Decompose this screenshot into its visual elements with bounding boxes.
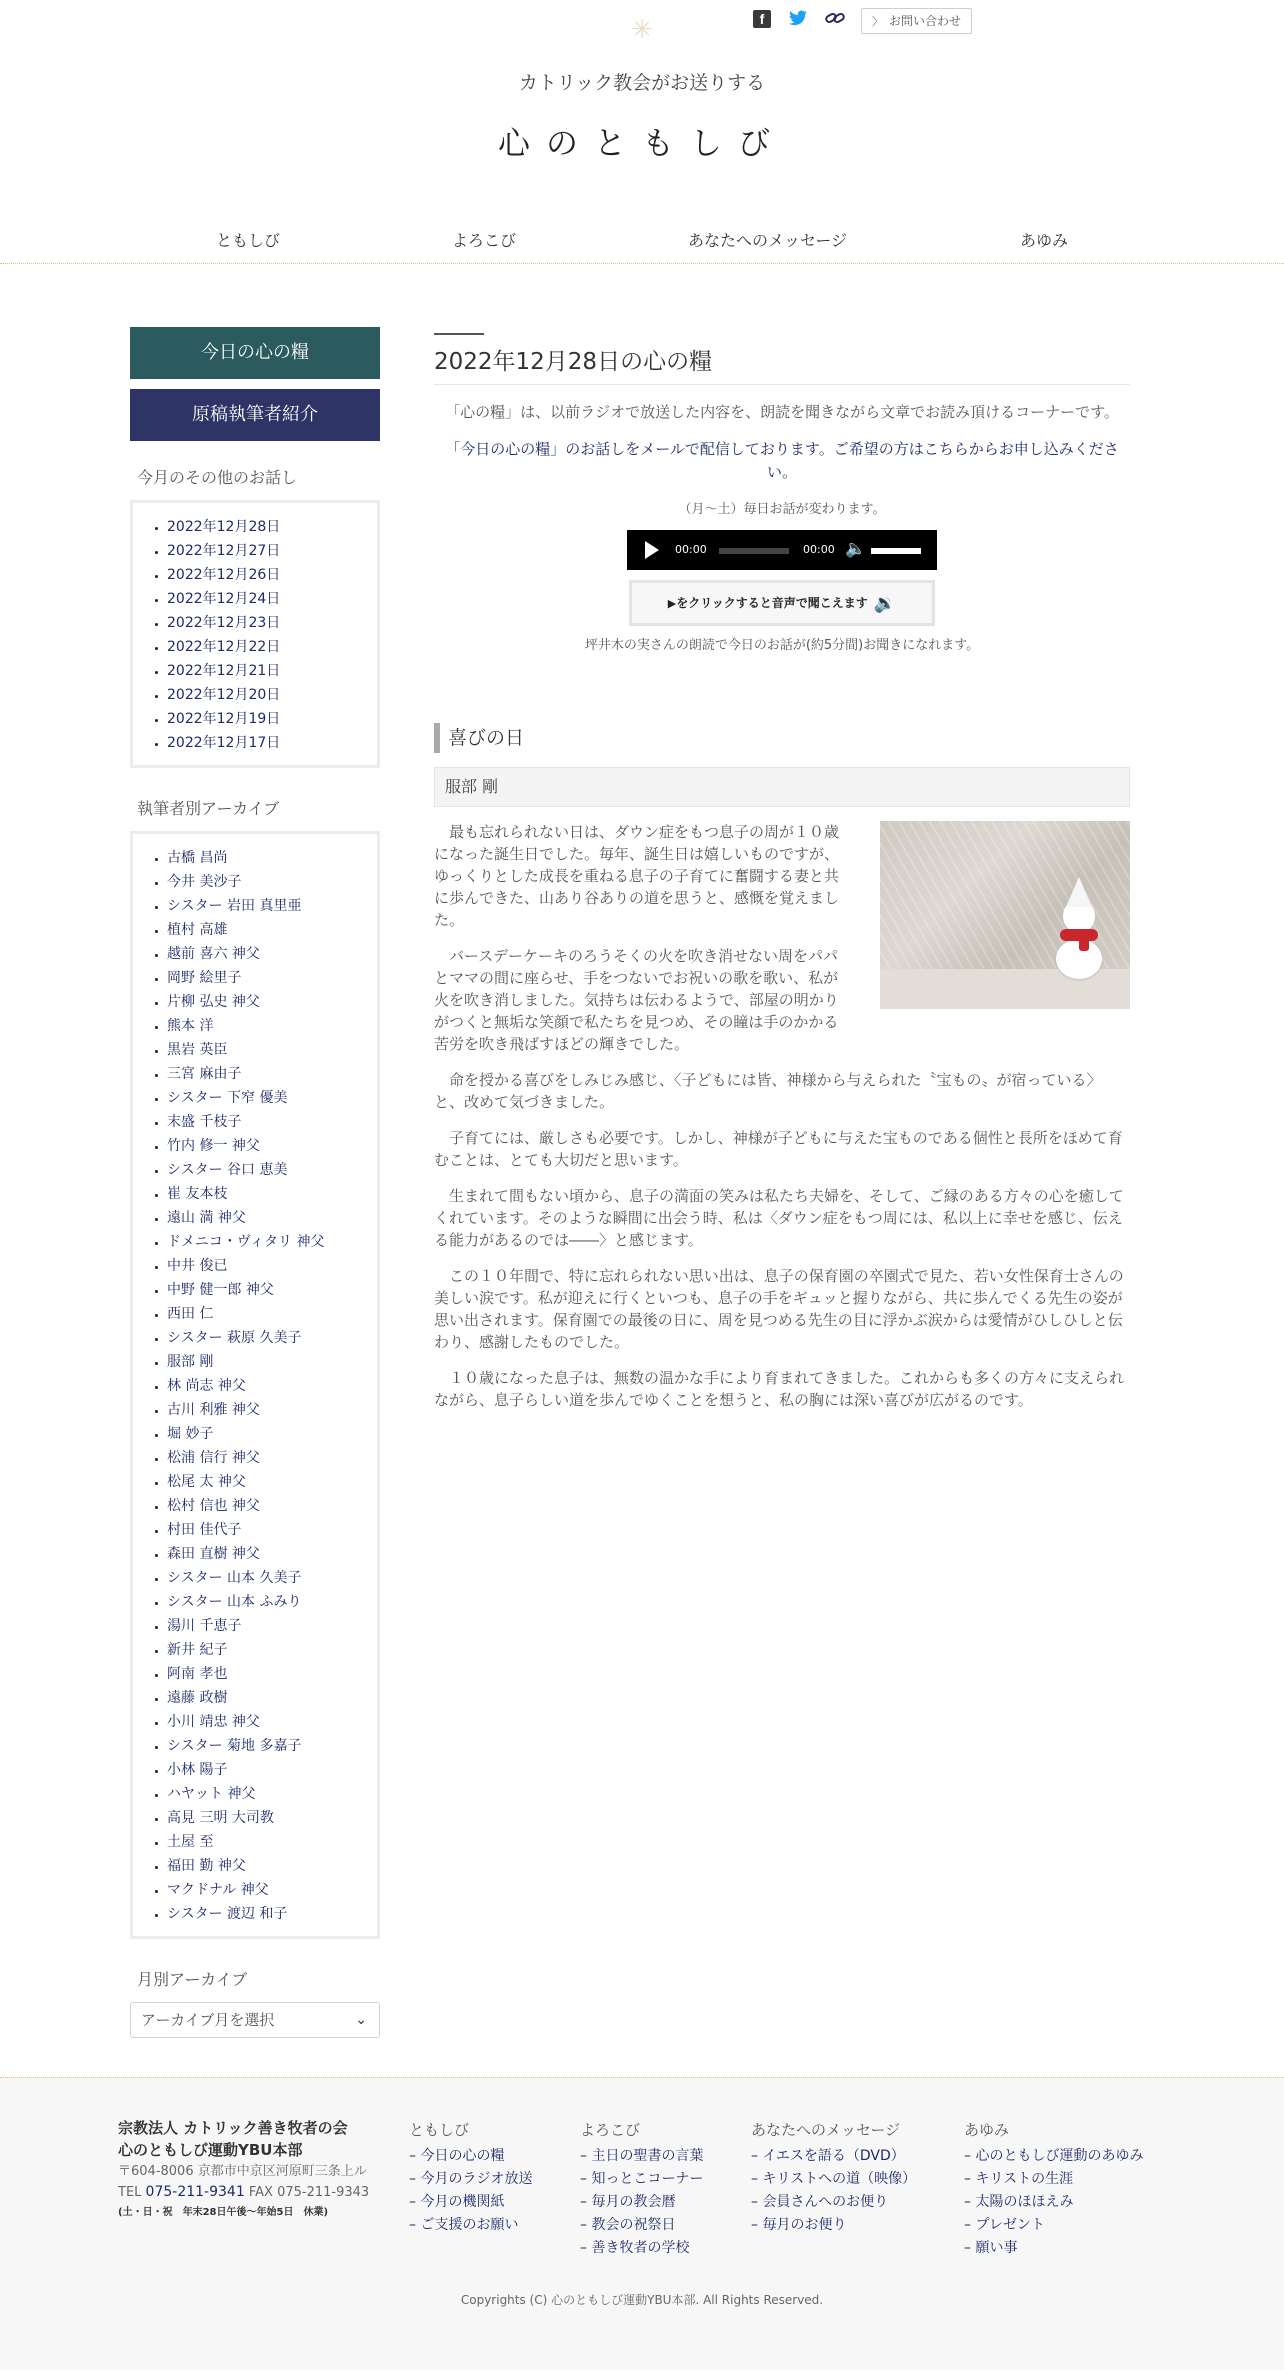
nav-item-tomoshibi[interactable]: ともしび bbox=[216, 231, 281, 250]
footer-link[interactable] bbox=[580, 2191, 703, 2214]
contact-label: お問い合わせ bbox=[889, 14, 962, 28]
author-archive-list bbox=[167, 846, 363, 1926]
main-content bbox=[434, 327, 1130, 1425]
story-paragraph: 子育てには、厳しさも必要です。しかし、神様が子どもに与えた宝ものである個性と長所をほめて育むことは、とても大切だと思います。 bbox=[434, 1129, 1123, 1169]
dash-bullet-icon: – bbox=[409, 2217, 421, 2233]
author-archive-link[interactable]: • シスター 山本 久美子 bbox=[167, 1566, 363, 1590]
nav-divider bbox=[0, 263, 1284, 264]
dash-bullet-icon: – bbox=[964, 2194, 976, 2210]
listen-audio-button[interactable] bbox=[629, 580, 935, 626]
footer-link[interactable] bbox=[751, 2168, 916, 2191]
story-paragraph: この１０年間で、特に忘れられない思い出は、息子の保育園の卒園式で見た、若い女性保育士さんの美しい涙です。私が迎えに行くといつも、息子の手をギュッと握りながら、共に歩んでくる先生の姿が思い出されます。保育園での最後の日に、周を見つめる先生の目に浮かぶ涙からは愛情がひしひしと伝わり、感謝したものでした。 bbox=[434, 1267, 1124, 1351]
story-paragraph: 命を授かる喜びをしみじみ感じ、〈子どもには皆、神様から与えられた〝宝もの〟が宿っている〉と、改めて気づきました。 bbox=[434, 1071, 1102, 1111]
org-address: 〒604-8006 京都市中京区河原町三条上ル bbox=[118, 2164, 367, 2179]
intro-text: 「心の糧」は、以前ラジオで放送した内容を、朗読を聞きながら文章でお読み頂けるコーナーです。 bbox=[445, 403, 1119, 421]
author-archive-link[interactable]: • シスター 山本 ふみり bbox=[167, 1590, 363, 1614]
monthly-stories-heading: 今月のその他のお話し bbox=[137, 468, 298, 487]
footer-link-label: 善き牧者の学校 bbox=[591, 2240, 690, 2256]
story-author: 服部 剛 bbox=[434, 767, 1130, 807]
footer-link[interactable] bbox=[964, 2168, 1143, 2191]
footer-link-label: 知っとこコーナー bbox=[591, 2171, 704, 2187]
author-archive-link[interactable]: • 西田 仁 bbox=[167, 1302, 363, 1326]
author-archive-link[interactable]: • マクドナル 神父 bbox=[167, 1878, 363, 1902]
footer-organization bbox=[118, 2117, 388, 2223]
audio-player bbox=[627, 530, 937, 570]
dash-bullet-icon: – bbox=[751, 2171, 763, 2187]
footer-link[interactable] bbox=[751, 2214, 916, 2237]
nav-item-ayumi[interactable]: あゆみ bbox=[1020, 231, 1069, 250]
authors-intro-button[interactable]: 原稿執筆者紹介 bbox=[130, 389, 380, 441]
twitter-icon[interactable] bbox=[789, 10, 807, 28]
seek-bar[interactable] bbox=[719, 548, 789, 554]
monthly-story-link[interactable]: • 2022年12月17日 bbox=[167, 731, 363, 755]
dash-bullet-icon: – bbox=[751, 2217, 763, 2233]
footer-col-heading[interactable]: よろこび bbox=[580, 2121, 641, 2139]
nav-item-yorokobi[interactable]: よろこび bbox=[452, 231, 517, 250]
author-archive-link[interactable]: • 古橋 昌尚 bbox=[167, 846, 363, 870]
monthly-story-link[interactable]: • 2022年12月19日 bbox=[167, 707, 363, 731]
reader-note: 坪井木の実さんの朗読で今日のお話が(約5分間)お聞きになれます。 bbox=[584, 638, 980, 653]
duration: 00:00 bbox=[803, 543, 835, 556]
footer-link-label: キリストへの道（映像） bbox=[762, 2171, 917, 2187]
footer-link[interactable] bbox=[580, 2214, 703, 2237]
author-archive-link[interactable]: • 黒岩 英臣 bbox=[167, 1038, 363, 1062]
social-links bbox=[753, 10, 843, 28]
monthly-story-link[interactable]: • 2022年12月20日 bbox=[167, 683, 363, 707]
story-paragraph: 最も忘れられない日は、ダウン症をもつ息子の周が１０歳になった誕生日でした。毎年、誕生日は嬉しいものですが、ゆっくりとした成長を重ねる息子の子育てに奮闘する妻と共に歩んできた、山あり谷ありの道を思うと、感慨を覚えました。 bbox=[434, 823, 840, 929]
nav-item-message[interactable]: あなたへのメッセージ bbox=[688, 231, 848, 250]
site-footer bbox=[0, 2077, 1284, 2370]
dash-bullet-icon: – bbox=[580, 2240, 592, 2256]
title-accent-line bbox=[434, 333, 484, 335]
footer-link-label: イエスを語る（DVD） bbox=[762, 2148, 905, 2164]
footer-col-heading[interactable]: あなたへのメッセージ bbox=[751, 2121, 901, 2139]
copyright: Copyrights (C) 心のともしび運動YBU本部. All Rights Reserved. bbox=[460, 2293, 824, 2307]
footer-link-label: 今月の機関紙 bbox=[420, 2194, 505, 2210]
footer-link[interactable] bbox=[964, 2145, 1143, 2168]
author-archive-link[interactable]: • 村田 佳代子 bbox=[167, 1518, 363, 1542]
story-paragraph: 生まれて間もない頃から、息子の満面の笑みは私たち夫婦を、そして、ご縁のある方々の心を癒してくれています。そのような瞬間に出会う時、私は〈ダウン症をもつ周には、私以上に幸せを感じ、伝える能力があるのでは――〉と感じます。 bbox=[434, 1187, 1124, 1249]
footer-link-label: 会員さんへのお便り bbox=[762, 2194, 889, 2210]
dash-bullet-icon: – bbox=[409, 2148, 421, 2164]
dash-bullet-icon: – bbox=[964, 2171, 976, 2187]
dash-bullet-icon: – bbox=[964, 2217, 976, 2233]
footer-link-label: 主日の聖書の言葉 bbox=[591, 2148, 704, 2164]
footer-link[interactable] bbox=[409, 2145, 532, 2168]
snowman-photo bbox=[880, 821, 1130, 1009]
site-subtitle: カトリック教会がお送りする bbox=[518, 72, 766, 94]
author-archive-link[interactable]: • 松浦 信行 神父 bbox=[167, 1446, 363, 1470]
monthly-stories-list bbox=[167, 515, 363, 755]
author-archive-link[interactable]: • 福田 勤 神父 bbox=[167, 1854, 363, 1878]
page-title: 2022年12月28日の心の糧 bbox=[434, 343, 1130, 385]
footer-link-label: プレゼント bbox=[975, 2217, 1045, 2233]
monthly-story-link[interactable]: • 2022年12月23日 bbox=[167, 611, 363, 635]
author-archive-link[interactable]: • 今井 美沙子 bbox=[167, 870, 363, 894]
dash-bullet-icon: – bbox=[751, 2194, 763, 2210]
author-archive-link[interactable]: • 林 尚志 神父 bbox=[167, 1374, 363, 1398]
mail-subscribe-link[interactable]: 「今日の心の糧」のお話しをメールで配信しております。ご希望の方はこちらからお申し込みください。 bbox=[445, 440, 1119, 481]
dash-bullet-icon: – bbox=[580, 2148, 592, 2164]
footer-col-ayumi bbox=[964, 2119, 1143, 2260]
author-archive-link[interactable]: • 小林 陽子 bbox=[167, 1758, 363, 1782]
tel-label: TEL bbox=[118, 2185, 142, 2200]
chevron-down-icon: ⌄ bbox=[355, 2012, 367, 2028]
author-archive-link[interactable]: • 岡野 絵里子 bbox=[167, 966, 363, 990]
author-archive-link[interactable]: • 阿南 孝也 bbox=[167, 1662, 363, 1686]
story-article bbox=[434, 821, 1130, 1411]
story-title: 喜びの日 bbox=[434, 723, 1130, 753]
dash-bullet-icon: – bbox=[964, 2148, 976, 2164]
monthly-story-link[interactable]: • 2022年12月26日 bbox=[167, 563, 363, 587]
author-archive-link[interactable]: • 中野 健一郎 神父 bbox=[167, 1278, 363, 1302]
footer-col-heading[interactable]: あゆみ bbox=[964, 2121, 1010, 2139]
footer-link[interactable] bbox=[751, 2145, 916, 2168]
play-triangle-icon: ▶ bbox=[667, 597, 677, 610]
author-archive-link[interactable]: • 片柳 弘史 神父 bbox=[167, 990, 363, 1014]
author-archive-link[interactable]: • 堀 妙子 bbox=[167, 1422, 363, 1446]
org-subname: 心のともしび運動YBU本部 bbox=[118, 2141, 303, 2159]
author-archive-link[interactable]: • シスター 萩原 久美子 bbox=[167, 1326, 363, 1350]
author-archive-box bbox=[130, 831, 380, 1939]
story-paragraph: バースデーケーキのろうそくの火を吹き消せない周をパパとママの間に座らせ、手をつないでお祝いの歌を歌い、私が火を吹き消しました。気持ちは伝わるようで、部屋の明かりがつくと無垢な笑顔で私たちを見つめ、その瞳は手のかかる苦労を吹き飛ばすほどの輝きでした。 bbox=[434, 947, 839, 1053]
story-paragraph: １０歳になった息子は、無数の温かな手により育まれてきました。これからも多くの方々に支えられながら、息子らしい道を歩んでゆくことを想うと、私の胸には深い喜びが広がるのです。 bbox=[434, 1369, 1125, 1409]
footer-link-label: 今日の心の糧 bbox=[420, 2148, 505, 2164]
tel-number[interactable]: 075-211-9341 bbox=[145, 2184, 245, 2200]
author-archive-link[interactable]: • シスター 谷口 恵美 bbox=[167, 1158, 363, 1182]
author-archive-link[interactable]: • 遠藤 政樹 bbox=[167, 1686, 363, 1710]
footer-link[interactable] bbox=[409, 2191, 532, 2214]
star-ornament-icon: ✳ bbox=[631, 15, 653, 45]
today-kokoro-button[interactable]: 今日の心の糧 bbox=[130, 327, 380, 379]
footer-col-tomoshibi bbox=[409, 2119, 532, 2237]
footer-col-heading[interactable]: ともしび bbox=[409, 2121, 470, 2139]
contact-button[interactable] bbox=[861, 8, 972, 34]
footer-link-label: 毎月の教会暦 bbox=[591, 2194, 676, 2210]
footer-link[interactable] bbox=[964, 2214, 1143, 2237]
business-hours: (土・日・祝 年末28日午後〜年始5日 休業) bbox=[118, 2207, 329, 2218]
footer-link[interactable] bbox=[964, 2191, 1143, 2214]
dash-bullet-icon: – bbox=[580, 2171, 592, 2187]
footer-link[interactable] bbox=[580, 2145, 703, 2168]
play-icon[interactable] bbox=[645, 541, 659, 559]
sidebar bbox=[130, 327, 380, 2038]
author-archive-link[interactable]: • 森田 直樹 神父 bbox=[167, 1542, 363, 1566]
author-archive-link[interactable]: • シスター 渡辺 和子 bbox=[167, 1902, 363, 1926]
footer-link[interactable] bbox=[964, 2237, 1143, 2260]
author-archive-link[interactable]: • 末盛 千枝子 bbox=[167, 1110, 363, 1134]
monthly-stories-box bbox=[130, 500, 380, 768]
footer-link[interactable] bbox=[409, 2214, 532, 2237]
footer-link[interactable] bbox=[580, 2168, 703, 2191]
footer-link-label: 願い事 bbox=[975, 2240, 1018, 2256]
author-archive-link[interactable]: • 高見 三明 大司教 bbox=[167, 1806, 363, 1830]
dash-bullet-icon: – bbox=[964, 2240, 976, 2256]
author-archive-link[interactable]: • シスター 岩田 真里亜 bbox=[167, 894, 363, 918]
dash-bullet-icon: – bbox=[409, 2194, 421, 2210]
footer-link-label: 今月のラジオ放送 bbox=[420, 2171, 533, 2187]
current-time: 00:00 bbox=[675, 543, 707, 556]
monthly-story-link[interactable]: • 2022年12月22日 bbox=[167, 635, 363, 659]
author-archive-link[interactable]: • 服部 剛 bbox=[167, 1350, 363, 1374]
month-archive-heading: 月別アーカイブ bbox=[137, 1970, 248, 1989]
facebook-icon[interactable]: f bbox=[753, 10, 771, 28]
chevron-right-icon: 〉 bbox=[872, 15, 883, 28]
monthly-story-link[interactable]: • 2022年12月27日 bbox=[167, 539, 363, 563]
author-archive-link[interactable]: • 遠山 満 神父 bbox=[167, 1206, 363, 1230]
author-archive-link[interactable]: • 小川 靖忠 神父 bbox=[167, 1710, 363, 1734]
footer-link[interactable] bbox=[580, 2237, 703, 2260]
volume-icon[interactable]: 🔈 bbox=[845, 539, 867, 559]
author-archive-link[interactable]: • 越前 喜六 神父 bbox=[167, 942, 363, 966]
monthly-story-link[interactable]: • 2022年12月24日 bbox=[167, 587, 363, 611]
month-archive-select[interactable] bbox=[130, 2002, 380, 2038]
author-archive-link[interactable]: • 土屋 至 bbox=[167, 1830, 363, 1854]
author-archive-link[interactable]: • 湯川 千恵子 bbox=[167, 1614, 363, 1638]
author-archive-link[interactable]: • 松尾 太 神父 bbox=[167, 1470, 363, 1494]
footer-col-message bbox=[751, 2119, 916, 2237]
author-archive-link[interactable]: • ドメニコ・ヴィタリ 神父 bbox=[167, 1230, 363, 1254]
author-archive-link[interactable]: • 植村 高雄 bbox=[167, 918, 363, 942]
footer-link-label: 毎月のお便り bbox=[762, 2217, 847, 2233]
author-archive-heading: 執筆者別アーカイブ bbox=[137, 799, 280, 818]
volume-slider[interactable] bbox=[871, 548, 921, 554]
author-archive-link[interactable]: • 松村 信也 神父 bbox=[167, 1494, 363, 1518]
author-archive-link[interactable]: • 熊本 洋 bbox=[167, 1014, 363, 1038]
footer-col-yorokobi bbox=[580, 2119, 703, 2260]
author-archive-link[interactable]: • 新井 紀子 bbox=[167, 1638, 363, 1662]
footer-link-label: 教会の祝祭日 bbox=[591, 2217, 676, 2233]
dash-bullet-icon: – bbox=[580, 2217, 592, 2233]
dash-bullet-icon: – bbox=[409, 2171, 421, 2187]
footer-link-label: 太陽のほほえみ bbox=[975, 2194, 1074, 2210]
author-archive-link[interactable]: • ハヤット 神父 bbox=[167, 1782, 363, 1806]
footer-link[interactable] bbox=[409, 2168, 532, 2191]
author-archive-link[interactable]: • 三宮 麻由子 bbox=[167, 1062, 363, 1086]
dash-bullet-icon: – bbox=[751, 2148, 763, 2164]
fax-number: FAX 075-211-9343 bbox=[248, 2185, 370, 2200]
footer-link[interactable] bbox=[751, 2191, 916, 2214]
author-archive-link[interactable]: • 中井 俊已 bbox=[167, 1254, 363, 1278]
site-header bbox=[0, 0, 1284, 265]
link-chain-icon[interactable] bbox=[825, 10, 843, 28]
footer-link-label: キリストの生涯 bbox=[975, 2171, 1074, 2187]
monthly-story-link[interactable]: • 2022年12月21日 bbox=[167, 659, 363, 683]
author-archive-link[interactable]: • シスター 菊地 多嘉子 bbox=[167, 1734, 363, 1758]
site-title[interactable]: 心のともしび bbox=[497, 124, 786, 162]
org-name: 宗教法人 カトリック善き牧者の会 bbox=[118, 2119, 348, 2137]
listen-button-label: をクリックすると音声で聞こえます bbox=[676, 596, 868, 610]
month-archive-select-value: アーカイブ月を選択 bbox=[141, 2011, 275, 2029]
monthly-story-link[interactable]: • 2022年12月28日 bbox=[167, 515, 363, 539]
footer-link-label: 心のともしび運動のあゆみ bbox=[975, 2148, 1144, 2164]
speaker-icon: 🔉 bbox=[873, 593, 897, 614]
author-archive-link[interactable]: • 崔 友本枝 bbox=[167, 1182, 363, 1206]
org-phone bbox=[118, 2182, 388, 2203]
author-archive-link[interactable]: • 古川 利雅 神父 bbox=[167, 1398, 363, 1422]
dash-bullet-icon: – bbox=[580, 2194, 592, 2210]
author-archive-link[interactable]: • シスター 下窄 優美 bbox=[167, 1086, 363, 1110]
author-archive-link[interactable]: • 竹内 修一 神父 bbox=[167, 1134, 363, 1158]
schedule-note: （月～土）毎日お話が変わります。 bbox=[678, 502, 886, 517]
footer-link-label: ご支援のお願い bbox=[420, 2217, 519, 2233]
